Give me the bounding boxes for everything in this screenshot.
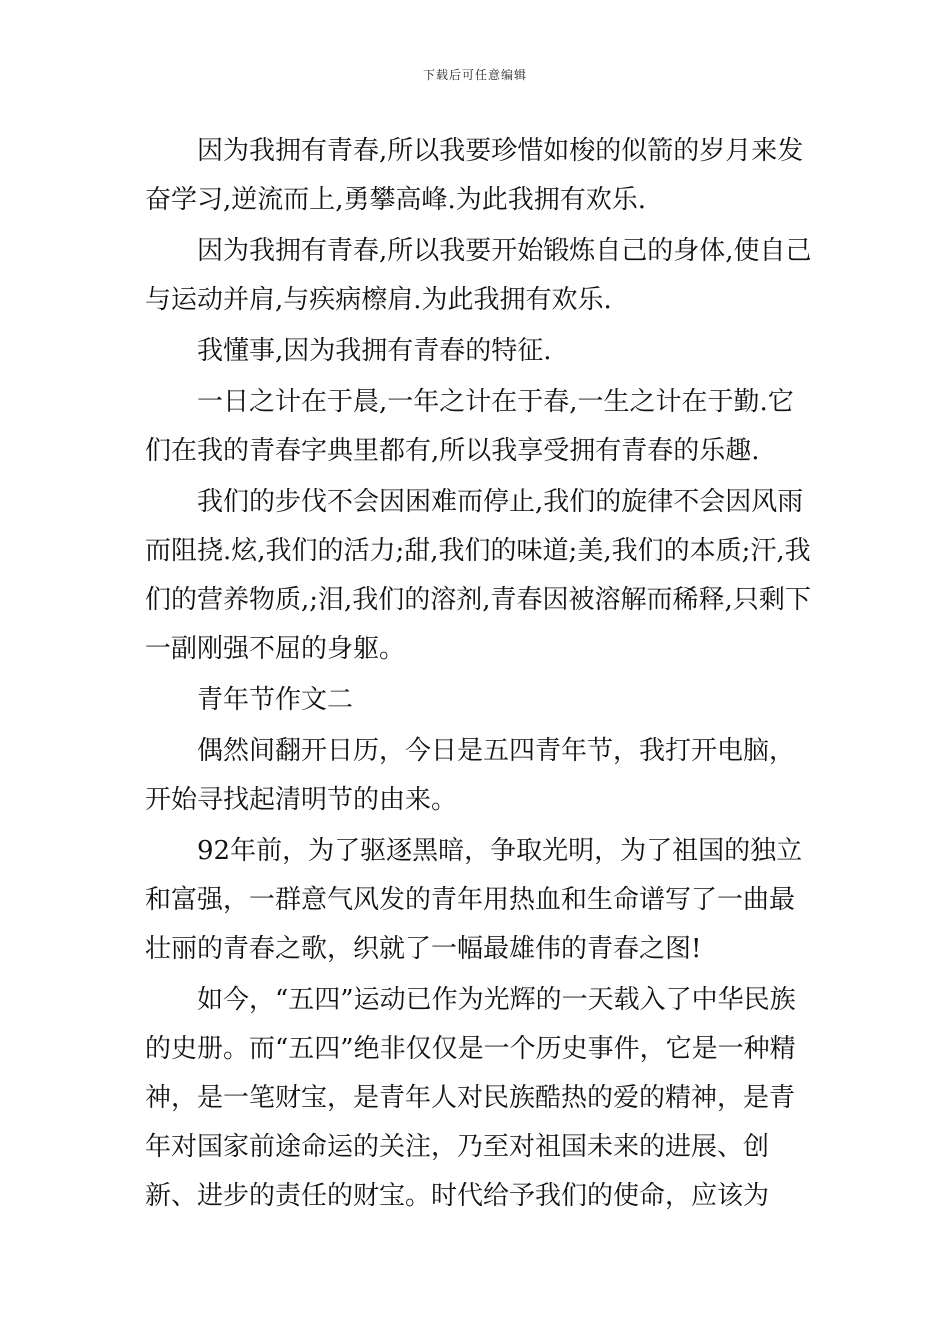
page-header-note: 下载后可任意编辑 xyxy=(422,68,527,82)
section-heading: 青年节作文二 xyxy=(197,685,354,715)
paragraph-2: 因为我拥有青春,所以我要开始锻炼自己的身体,使自己与运动并肩,与疾病檫肩.为此我拥有欢乐. xyxy=(145,236,812,315)
paragraph-4: 一日之计在于晨,一年之计在于春,一生之计在于勤.它们在我的青春字典里都有,所以我享受拥有青春的乐趣. xyxy=(145,387,794,466)
paragraph-8: 如今，“五四”运动已作为光辉的一天载入了中华民族的史册。而“五四”绝非仅仅是一个历史事件，它是一种精神，是一笔财宝，是青年人对民族酷热的爱的精神，是青年对国家前途命运的关注，乃至对祖国未来的进展、创新、进步的责任的财宝。时代给予我们的使命，应该为 xyxy=(145,985,796,1211)
paragraph-1: 因为我拥有青春,所以我要珍惜如梭的似箭的岁月来发奋学习,逆流而上,勇攀高峰.为此我拥有欢乐. xyxy=(145,136,804,215)
document-body xyxy=(145,127,813,1223)
paragraph-3: 我懂事,因为我拥有青春的特征. xyxy=(197,336,552,366)
paragraph-5: 我们的步伐不会因困难而停止,我们的旋律不会因风雨而阻挠.炫,我们的活力;甜,我们的味道;美,我们的本质;汗,我们的营养物质,;泪,我们的溶剂,青春因被溶解而稀释,只剩下一副刚强不屈的身躯。 xyxy=(145,487,811,664)
paragraph-6: 偶然间翻开日历，今日是五四青年节，我打开电脑，开始寻找起清明节的由来。 xyxy=(145,736,796,815)
paragraph-7: 92年前，为了驱逐黑暗，争取光明，为了祖国的独立和富强，一群意气风发的青年用热血和生命谱写了一曲最壮丽的青春之歌，织就了一幅最雄伟的青春之图! xyxy=(145,836,803,964)
